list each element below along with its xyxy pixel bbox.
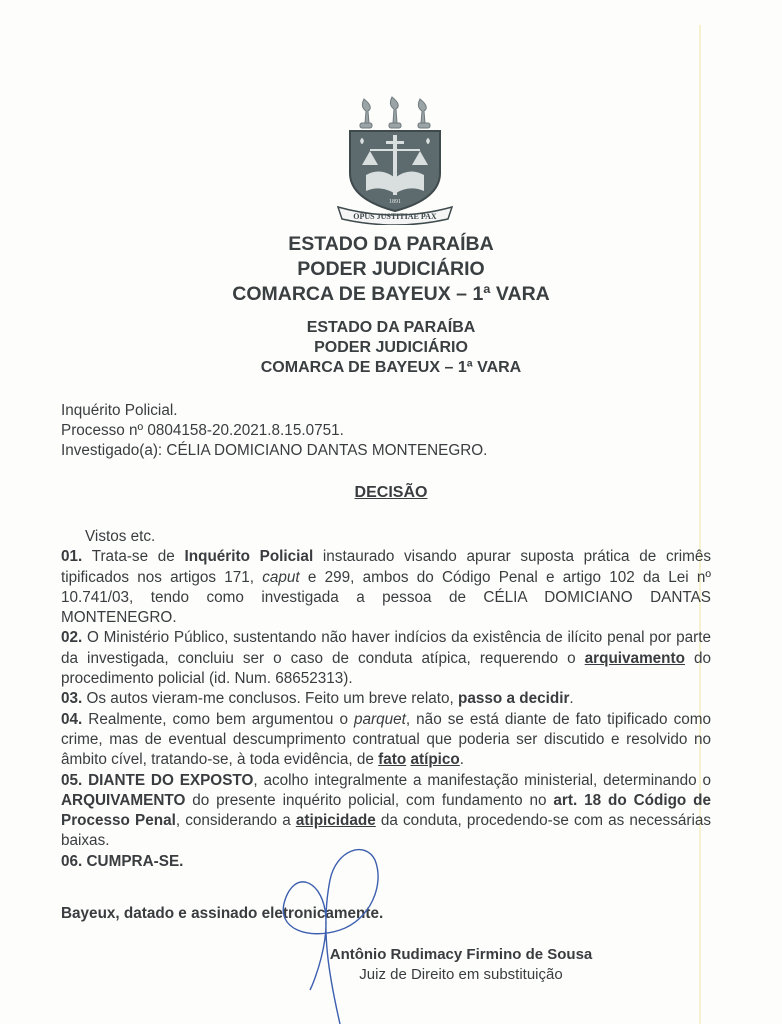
text: , não se está diante de fato tipificado como crime, mas de eventual descumprimento contratual que poderia ser discutido e resolvido no âmbito cível, tratando-se, à toda evidência, de [61, 710, 711, 769]
paragraph-02 [61, 628, 711, 689]
emphasis: atipicidade [295, 812, 376, 830]
crest-motto: OPUS JUSTITIAE PAX [353, 212, 437, 221]
case-type: Inquérito Policial. [61, 402, 178, 419]
paragraph-number: 02. [61, 629, 83, 647]
court-coat-of-arms-icon [336, 95, 454, 225]
document-title: DECISÃO [354, 484, 428, 501]
judge-name: Antônio Rudimacy Firmino de Sousa [329, 946, 593, 963]
text: O Ministério Público, sustentando não haver indícios da existência de ilícito penal por parte da investigada, concluiu ser o caso de conduta atípica, requerendo o [61, 629, 711, 667]
header-small [0, 318, 782, 378]
text: do procedimento policial (id. Num. 68652313). [61, 649, 712, 688]
text: da conduta, procedendo-se com as necessárias baixas. [61, 812, 711, 850]
paragraph-04 [61, 710, 711, 771]
text: , acolho integralmente a manifestação ministerial, determinando o [253, 771, 712, 789]
emphasis: art. 18 do Código de Processo Penal [61, 791, 711, 830]
header-judiciary: PODER JUDICIÁRIO [297, 258, 485, 280]
case-info [61, 401, 487, 461]
case-process-number: Processo nº 0804158-20.2021.8.15.0751. [61, 422, 344, 439]
decision-body [61, 527, 711, 872]
header-state: ESTADO DA PARAÍBA [306, 319, 476, 336]
text: Trata-se de [82, 548, 185, 566]
italic-term: caput [262, 568, 300, 586]
text: Realmente, como bem argumentou o [82, 710, 354, 728]
paragraph-number: 05. [61, 771, 83, 789]
emphasis: arquivamento [584, 649, 685, 667]
header-judiciary: PODER JUDICIÁRIO [314, 339, 468, 356]
paragraph-01 [61, 547, 711, 628]
text: do presente inquérito policial, com fundamento no [185, 791, 554, 809]
text: Os autos vieram-me conclusos. Feito um breve relato, [82, 690, 459, 708]
paragraph-03 [61, 689, 711, 709]
opening: Vistos etc. [85, 528, 156, 545]
paragraph-number: 01. [61, 548, 83, 566]
page-margin-line [699, 25, 701, 1024]
header-court: COMARCA DE BAYEUX – 1ª VARA [260, 359, 522, 376]
emphasis: Inquérito Policial [184, 548, 314, 566]
text: . [459, 751, 465, 769]
text: , considerando a [175, 812, 296, 830]
text: . [569, 690, 574, 708]
emphasis: atípico [410, 751, 460, 769]
italic-term: parquet [354, 710, 406, 728]
emphasis: 06. CUMPRA-SE. [61, 852, 184, 870]
paragraph-number: 03. [61, 690, 83, 708]
header-court: COMARCA DE BAYEUX – 1ª VARA [232, 283, 550, 305]
text: e 299, ambos do Código Penal e artigo 102 da Lei nº 10.741/03, tendo como investigada a pessoa de CÉLIA DOMICIANO DANTAS MONTENEGRO. [61, 568, 711, 627]
header-state: ESTADO DA PARAÍBA [288, 233, 494, 255]
crest-year: 1891 [389, 199, 401, 205]
emphasis: passo a decidir [458, 690, 570, 708]
handwritten-signature-icon [270, 840, 400, 1024]
emphasis: DIANTE DO EXPOSTO [82, 771, 254, 789]
emphasis: ARQUIVAMENTO [61, 791, 186, 809]
closing-statement: Bayeux, datado e assinado eletronicamente. [61, 905, 384, 922]
emphasis: fato [378, 751, 407, 769]
case-investigated: Investigado(a): CÉLIA DOMICIANO DANTAS MONTENEGRO. [61, 442, 488, 459]
paragraph-number: 04. [61, 710, 83, 728]
text: instaurado visando apurar suposta prática de crimês tipificados nos artigos 171, [61, 548, 712, 586]
judge-role: Juiz de Direito em substituição [359, 966, 563, 983]
header-large [0, 232, 782, 307]
